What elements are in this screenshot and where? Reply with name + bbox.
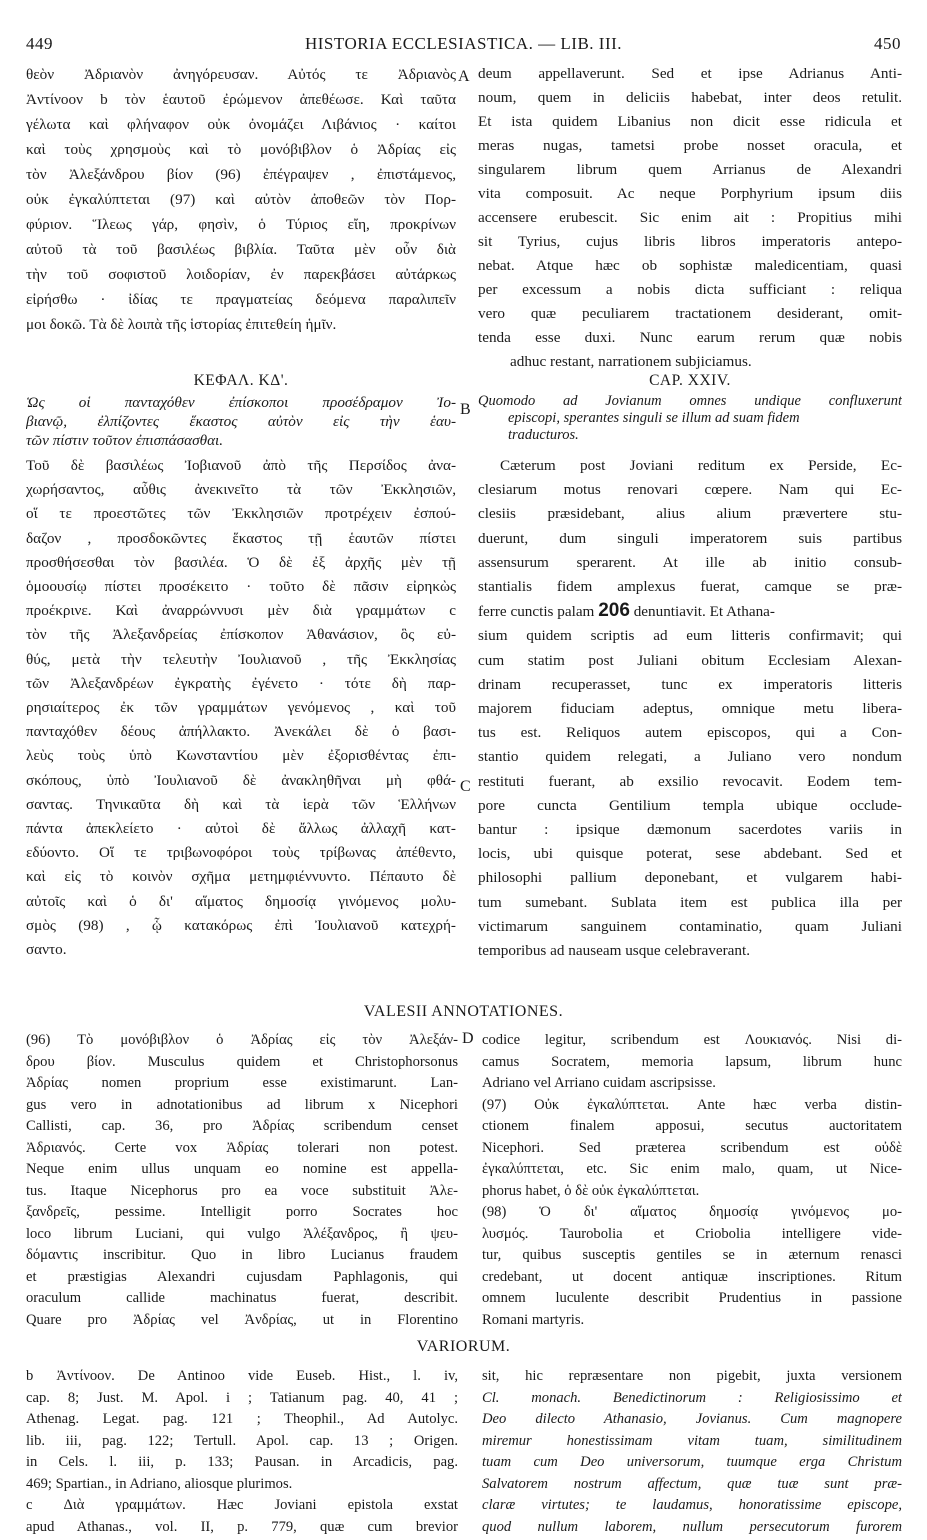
note-line: ctionem finalem apposui, secutus auctoritatem — [482, 1118, 902, 1134]
latin-chapter-title — [478, 393, 902, 444]
text-line: episcopi, sperantes singuli se illum ad suam fidem — [508, 410, 800, 426]
text-line: μοι δοκῶ. Τὰ δὲ λοιπὰ τῆς ἱστορίας ἐπιτεθείη ἡμῖν. — [26, 316, 337, 333]
note-line: Ἀδριανός. Certe vox Ἀδρίας tolerari non potest. — [26, 1139, 458, 1156]
text-line: σκόπους, ὑπὸ Ἰουλιανοῦ δὲ ἀνακληθῆναι μὴ φθά- — [26, 771, 456, 789]
text-line: σμὸς (98) , ᾧ κατακόρως ἐπὶ Ἰουλιανοῦ κατεχρή- — [26, 916, 456, 934]
valesii-notes-left — [26, 1030, 458, 1331]
note-line: codice legitur, scribendum est Λουκιανός. Nisi di- — [482, 1032, 902, 1048]
margin-letter-c: C — [460, 778, 471, 795]
text-line: προέκρινε. Καὶ ἀναρρώννυσι μὲν διὰ γραμμάτων c — [26, 602, 456, 620]
note-line: in Cels. l. iii, p. 133; Pausan. in Arcadicis, pag. — [26, 1454, 458, 1470]
greek-chapter-title — [26, 393, 456, 450]
note-line: cap. 8; Just. M. Apol. i ; Tatianum pag. 40, 41 ; — [26, 1389, 458, 1406]
text-line: καὶ τοὺς χρησμοὺς καὶ τὸ μονόβιβλον ὁ Ἀδρίας εἰς — [26, 141, 456, 158]
note-line: credebant, ut docent antiquæ inscriptiones. Ritum — [482, 1268, 902, 1285]
text-line: τὸν Ἀλεξάνδρου βίον (96) ἐπέγραψεν , ἐπιστάμενος, — [26, 166, 456, 183]
text-line: sium quidem scriptis ad eum litteris confirmavit; qui — [478, 627, 902, 645]
text-line: per excessum a nobis dicta sufficiant : reliqua — [478, 281, 902, 298]
latin-chapter-heading-block — [478, 368, 902, 393]
text-line: tus est. Reliquos autem episcopos, qui a Con- — [478, 724, 902, 742]
text-line: οἵ τε προεστῶτες τῶν Ἐκκλησιῶν προτρέχειν ἐσπού- — [26, 505, 456, 523]
text-line: Ἀντίνοον b τὸν ἑαυτοῦ ἐρώμενον ἀπεθέωσε. Καὶ ταῦτα — [26, 91, 456, 108]
text-line: clesiarum motus renovari cœpere. Nam qui Ec- — [478, 481, 902, 499]
note-line: (97) Οὐκ ἐγκαλύπτεται. Ante hæc verba distin- — [482, 1096, 902, 1113]
note-line: Nicephori. Sed præterea scribendum est οὐδὲ — [482, 1139, 902, 1156]
text-line: εδύοντο. Οἵ τε τριβωνοφόροι τοὺς τρίβωνας ἀπέθεντο, — [26, 844, 456, 862]
valesii-annotationes-heading: VALESII ANNOTATIONES. — [363, 1003, 564, 1020]
text-line: majorem fiduciam adeptus, omnique metu libera- — [478, 700, 902, 718]
note-line: 469; Spartian., in Adriano, aliosque plurimos. — [26, 1475, 293, 1492]
text-line: αὐτοῖς καὶ ὁ δι' αἵματος δημοσίᾳ γινόμενος μολυ- — [26, 892, 456, 910]
note-line: λυσμός. Taurobolia et Criobolia intelligere vide- — [482, 1225, 902, 1242]
text-line: stantio quidem relegati, a Juliano vero nondum — [478, 748, 902, 766]
text-line: victimarum sanguinem contaminatio, quam Juliani — [478, 917, 902, 935]
greek-top-paragraph — [26, 62, 456, 337]
note-line: ξανδρεῖς, pessime. Intelligit porro Socrates hoc — [26, 1204, 458, 1220]
note-line: quod nullum laborem, nullum persecutorum furorem — [482, 1518, 902, 1535]
page-number-left: 449 — [26, 34, 53, 53]
variorum-notes-right — [482, 1366, 902, 1538]
text-line: locis, ubi quisque poterat, sese abdebant. Sed et — [478, 845, 902, 863]
greek-chapter-heading-block — [26, 368, 456, 393]
text-line: deum appellaverunt. Sed et ipse Adrianus Anti- — [478, 65, 902, 82]
text-line: καὶ εἰς τὸ κοινὸν σχῆμα μετημφιέννυντο. Πέπαυτο δὲ — [26, 868, 456, 886]
margin-letter-d: D — [462, 1030, 474, 1047]
text-line: restituti fuerant, ab exsilio revocavit. Eodem tem- — [478, 772, 902, 790]
text-line: traducturos. — [508, 427, 579, 443]
note-line: δόμαντις inscribitur. Quo in libro Lucianus fraudem — [26, 1247, 458, 1263]
text-line: Quomodo ad Jovianum omnes undique confluxerunt — [478, 393, 902, 409]
text-line: προσθήσεσθαι τὸν βασιλέα. Ὁ δὲ ἐξ ἀρχῆς μὲν τῇ — [26, 553, 456, 571]
note-line: tuam cum Deo universorum, tuumque erga Christum — [482, 1454, 902, 1470]
note-line: δρου βίον. Musculus quidem et Christophorsonus — [26, 1053, 458, 1070]
text-line: φύριον. Ἵλεως γάρ, φησὶν, ὁ Τύριος εἴη, προκρίνων — [26, 216, 456, 233]
note-line: Callisti, cap. 36, pro Ἀδρίας scribendum censet — [26, 1118, 458, 1134]
note-line: b Ἀντίνοον. De Antinoo vide Euseb. Hist., l. iv, — [26, 1368, 458, 1384]
text-line: πανταχόθεν δέους ἀπήλλακτο. Ἀνεκάλει δὲ ὁ βασι- — [26, 723, 456, 741]
note-line: phorus habet, ὁ δὲ οὐκ ἐγκαλύπτεται. — [482, 1182, 700, 1199]
note-line: Cl. monach. Benedictinorum : Religiosissimo et — [482, 1389, 902, 1406]
note-line: Athenag. Legat. pag. 121 ; Theophil., Ad Autolyc. — [26, 1411, 458, 1427]
variorum-heading: VARIORUM. — [416, 1338, 511, 1355]
text-line: λεὺς τοὺς ὑπὸ Κωνσταντίου μὲν ἐξορισθέντας ἐπι- — [26, 747, 456, 765]
note-line: (96) Τὸ μονόβιβλον ὁ Ἀδρίας εἰς τὸν Ἀλεξάν- — [26, 1032, 458, 1048]
greek-body — [26, 454, 456, 962]
text-line: meras nugas, tametsi probe nosset oracula, et — [478, 137, 902, 154]
note-line: tus. Itaque Nicephorus pro ea voce substituit Ἀλε- — [26, 1182, 458, 1199]
note-line: Adriano vel Arriano cuidam ascripsisse. — [482, 1075, 716, 1091]
note-line: gus vero in adnotationibus ad librum x Nicephori — [26, 1096, 458, 1113]
note-line: camus Socratem, memoria lapsum, librum hunc — [482, 1053, 902, 1070]
text-line: stantialis fidem amplexus fuerat, camque se præ- — [478, 578, 902, 596]
text-line: οὐκ ἐγκαλύπτεται (97) καὶ αὐτὸν ἀποθεῶν τὸν Πορ- — [26, 191, 456, 208]
text-line: γέλωτα καὶ φλήναφον οὐκ ὀνομάζει Λιβάνιος · καίτοι — [26, 116, 456, 133]
text-line: Ὡς οἱ πανταχόθεν ἐπίσκοποι προσέδραμον Ἰο- — [26, 394, 456, 411]
greek-chapter-heading: ΚΕΦΑΛ. ΚΔ'. — [193, 372, 289, 389]
text-line: tenda esse duxi. Nunc earum rerum quæ nobis — [478, 329, 902, 346]
note-line: Salvatorem nostrum affectum, quæ tuæ sunt præ- — [482, 1475, 902, 1492]
valesii-notes-right — [482, 1030, 902, 1331]
note-line: Neque enim ullus unquam eo nomine est appella- — [26, 1161, 458, 1177]
bold-page-marker: 206 — [598, 600, 630, 622]
text-line: drinam recuperasset, tunc ex imperatoris litteris — [478, 675, 902, 693]
text-line: δαζον , προσδοκῶντες ἕκαστος τῇ ἑαυτῶν πίστει — [26, 529, 456, 547]
text-line: χωρήσαντος, αὖθις ἀνεκινεῖτο τὰ τῶν Ἐκκλησιῶν, — [26, 481, 456, 499]
text-line: singularem librum quem Arrianus de Alexandri — [478, 161, 902, 178]
note-line: ἐγκαλύπτεται, etc. Sic enim malo, quam, ut Nice- — [482, 1161, 902, 1177]
note-line: loco librum Luciani, qui vulgo Ἀλέξανδρος, ἢ ψευ- — [26, 1225, 458, 1242]
text-line: σαντο. — [26, 941, 67, 959]
note-line: tur, quibus susceptis gentiles se in æternum renasci — [482, 1247, 902, 1263]
note-line: miremur honestissimam vitam tuam, similitudinem — [482, 1432, 902, 1449]
text-line: Cæterum post Joviani reditum ex Perside, Ec- — [500, 457, 902, 474]
variorum-notes-left — [26, 1366, 458, 1538]
note-line: Romani martyris. — [482, 1311, 585, 1328]
text-segment: denuntiavit. Et Athana- — [633, 603, 775, 621]
greek-column — [26, 62, 456, 337]
text-line: θύς, μετὰ τὴν τελευτὴν Ἰουλιανοῦ , τῆς Ἐκκλησίας — [26, 650, 456, 668]
text-line: philosophi pallium deponebant, et vulgarem habi- — [478, 869, 902, 887]
text-segment: ferre cunctis palam — [478, 603, 595, 621]
note-line: (98) Ὁ δι' αἵματος δημοσίᾳ γινόμενος μο- — [482, 1204, 902, 1220]
margin-letter-b: B — [460, 401, 471, 418]
text-line: cum statim post Juliani obitum Ecclesiam Alexan- — [478, 651, 902, 669]
text-line: nebat. Atque hæc ob sophistæ maledicentiam, quasi — [478, 257, 902, 274]
latin-column — [478, 62, 902, 374]
running-header — [26, 34, 901, 60]
note-line: et præstigias Alexandri cujusdam Paphlagonis, qui — [26, 1268, 458, 1285]
text-line: Τοῦ δὲ βασιλέως Ἰοβιανοῦ ἀπὸ τῆς Περσίδος ἀνα- — [26, 457, 456, 474]
text-line: αὐτοῦ τὰ τοῦ βασιλέως βιβλία. Ταῦτα μὲν οὖν διὰ — [26, 241, 456, 258]
text-line: sit Tyrius, cujus libris libros imperatoris antepo- — [478, 233, 902, 250]
margin-letter-a: A — [458, 68, 470, 85]
text-line: assensurum sperarent. At ille ab initio consub- — [478, 553, 902, 571]
text-line: ὁμοουσίῳ πίστει προσέκειτο · τοῦτο δὲ πᾶσιν εἰρηκὼς — [26, 578, 456, 596]
text-line: duerunt, dum singuli imperatorem suis partibus — [478, 529, 902, 547]
text-line: pore cuncta Gentilium templa ubique occlude- — [478, 796, 902, 814]
text-line: Et ista quidem Libanius non dicit esse ridicula et — [478, 113, 902, 130]
text-line: temporibus ad nauseam usque celebraverant. — [478, 942, 751, 960]
latin-body — [478, 454, 902, 963]
text-line: vita composuit. Ac neque Porphyrium ipsum diis — [478, 185, 902, 202]
text-line: τῶν Ἀλεξανδρέων ἐγκρατὴς ἐγένετο · τότε δὴ παρ- — [26, 674, 456, 692]
text-line: noum, quem in deliciis habebat, inter deos retulit. — [478, 89, 902, 106]
note-line: Deo dilecto Athanasio, Jovianus. Cum magnopere — [482, 1411, 902, 1427]
text-line: θεὸν Ἀδριανὸν ἀνηγόρευσαν. Αὐτός τε Ἀδριανὸς — [26, 66, 456, 83]
text-line: σαντας. Τηνικαῦτα δὴ καὶ τὰ ἱερὰ τῶν Ἑλλήνων — [26, 795, 456, 813]
text-line: accensere erubescit. Sic enim ait : Propitius mihi — [478, 209, 902, 226]
text-line: εἰρήσθω · ἰδίας τε πραγματείας δεόμενα παραλιπεῖν — [26, 291, 456, 308]
text-line: bantur : ipsique dæmonum sacerdotes variis in — [478, 821, 902, 839]
text-line: tum sumebant. Sublata item est publica illa per — [478, 893, 902, 911]
note-line: claræ virtutes; te laudamus, honoratissime episcope, — [482, 1497, 902, 1513]
note-line: Quare pro Ἀδρίας vel Ἀνδρίας, ut in Florentino — [26, 1311, 458, 1328]
text-line-with-number — [478, 599, 902, 624]
note-line: sit, hic repræsentare non pigebit, juxta versionem — [482, 1368, 902, 1384]
text-line: ρησιαίτερος ἐκ τῶν γραμμάτων γενόμενος , καὶ τοῦ — [26, 699, 456, 717]
text-line: adhuc restant, narrationem subjiciamus. — [510, 353, 752, 370]
text-line: τῶν πίστιν τοῦτον ἐπισπάσασθαι. — [26, 432, 224, 449]
note-line: omnem luculente describit Prudentius in passione — [482, 1290, 902, 1306]
note-line: apud Athanas., vol. II, p. 779, quæ cum brevior — [26, 1518, 458, 1535]
note-line: c Διὰ γραμμάτων. Hæc Joviani epistola exstat — [26, 1497, 458, 1513]
note-line: oraculum callide machinatus fuerat, describit. — [26, 1290, 458, 1306]
text-line: βιανῷ, ἐλπίζοντες ἕκαστος αὐτὸν εἰς τὴν ἑαυ- — [26, 413, 456, 430]
page-number-right: 450 — [874, 34, 901, 53]
text-line: τὴν τοῦ σοφιστοῦ λοιδορίαν, ἐν παρεκβάσει αὐτάρκως — [26, 266, 456, 283]
note-line: Ἀδρίας nomen proprium esse existimarunt. Lan- — [26, 1075, 458, 1091]
text-line: τὸν τῆς Ἀλεξανδρείας ἐπίσκοπον Ἀθανάσιον, ὃς εὐ- — [26, 626, 456, 644]
text-line: clesiis præsidebant, alius alium prævertere stu- — [478, 505, 902, 523]
running-title: HISTORIA ECCLESIASTICA. — LIB. III. — [304, 34, 623, 53]
note-line: lib. iii, pag. 122; Tertull. Apol. cap. 13 ; Origen. — [26, 1432, 458, 1449]
text-line: vero quæ peculiarem tractationem desiderant, omit- — [478, 305, 902, 322]
text-line: πάντα ἀπεκλείετο · αὐτοὶ δὲ ἄλλως ἀλλαχῆ κατ- — [26, 820, 456, 838]
latin-chapter-heading: CAP. XXIV. — [649, 372, 731, 389]
